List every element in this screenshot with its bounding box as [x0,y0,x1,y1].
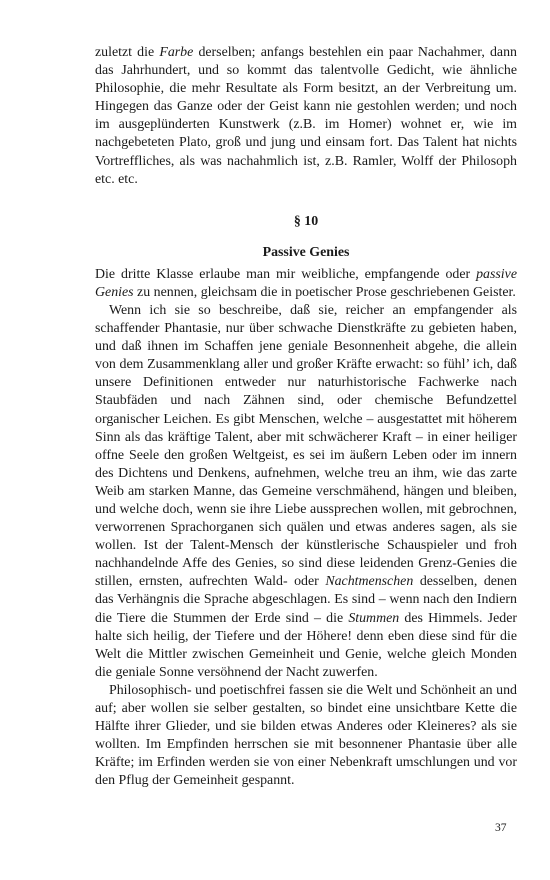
section-body [95,266,517,791]
paragraph-intro: Die dritte Klasse erlaube man mir weibliche, empfangende oder passive Genies zu nennen, gleichsam die in poetischer Prose geschriebenen Geister. [95,266,517,300]
section-number: § 10 [293,213,319,229]
emphasis-text: passive Genies [95,266,517,300]
page-content [95,44,517,790]
page-number: 37 [495,822,507,834]
emphasis-text: Stummen [348,610,400,626]
opening-paragraph: zuletzt die Farbe derselben; anfangs bestehlen ein paar Nachahmer, dann das Jahrhundert, und so kommt das talentvolle Gedicht, wie ähnliche Philosophie, die mehr Resultate als Form besitzt, an der Verbreitung um. Hingegen das Ganze oder der Geist kann nie gestohlen werden; und noch im ausgeplünderten Kunstwerk (z.B. im Homer) wohnet er, wie im nachgebeteten Plato, groß und jung und einsam fort. Das Talent hat nichts Vortreffliches, als was nachahmlich ist, z.B. Ramler, Wolff der Philosoph etc. etc. [95,45,517,187]
opening-text [95,44,517,189]
section-title: Passive Genies [262,244,350,260]
paragraph-description: Wenn ich sie so beschreibe, daß sie, reicher an empfangender als schaffender Phantasie, nur über schwache Dienstkräfte zu gebieten haben, und daß ihnen im Schaffen jene geniale Besonnenheit abgehe, die allein von dem Zusammenklang aller und großer Kräfte erwacht: so fühl’ ich, daß unsere Definitionen entweder nur naturhistorische Fachwerke nach Staubfäden und nach Zähnen sind, oder chemische Befundzettel organischer Leichen. Es gibt Menschen, welche – ausgestattet mit höherem Sinn als das kräftige Talent, aber mit schwächerer Kraft – in einer heiliger offne Seele den großen Weltgeist, es sei im äußern Leben oder im innern des Dichtens und Denkens, aufnehmen, welche treu an ihm, wie das zarte Weib am starken Manne, das Gemeine verschmähend, hängen und bleiben, und welche doch, wenn sie ihre Liebe aussprechen wollen, mit gebrochnen, verworrenen Sprachorganen sich quälen und etwas anderes sagen, als sie wollen. Ist der Talent-Mensch der künstlerische Schauspieler und froh nachhandelnde Affe des Genies, so sind diese leidenden Grenz-Genies die stillen, ernsten, aufrechten Wald- oder Nachtmenschen desselben, denen das Verhängnis die Sprache abgeschlagen. Es sind – wenn nach den Indiern die Tiere die Stummen der Erde sind – die Stummen des Himmels. Jeder halte sich heilig, der Tiefere und der Höhere! denn eben diese sind für die Welt die Mittler zwischen Gemeinheit und Genie, welche gleich Monden die geniale Sonne versöhnend der Nacht zuwerfen. [95,302,517,680]
emphasis-text: Farbe [159,45,194,60]
emphasis-text: Nachtmenschen [325,574,414,590]
paragraph-conclusion: Philosophisch- und poetischfrei fassen sie die Welt und Schönheit an und auf; aber wollen sie selber gestalten, so bindet eine unsichtbare Kette die Hälfte ihrer Glieder, und sie bilden etwas Anderes oder Kleineres? als sie wollten. Im Empfinden herrschen sie mit besonnener Phantasie über alle Kräfte; im Erfinden werden sie von einer Nebenkraft umschlungen und vor den Pflug der Gemeinheit gespannt. [95,682,517,789]
